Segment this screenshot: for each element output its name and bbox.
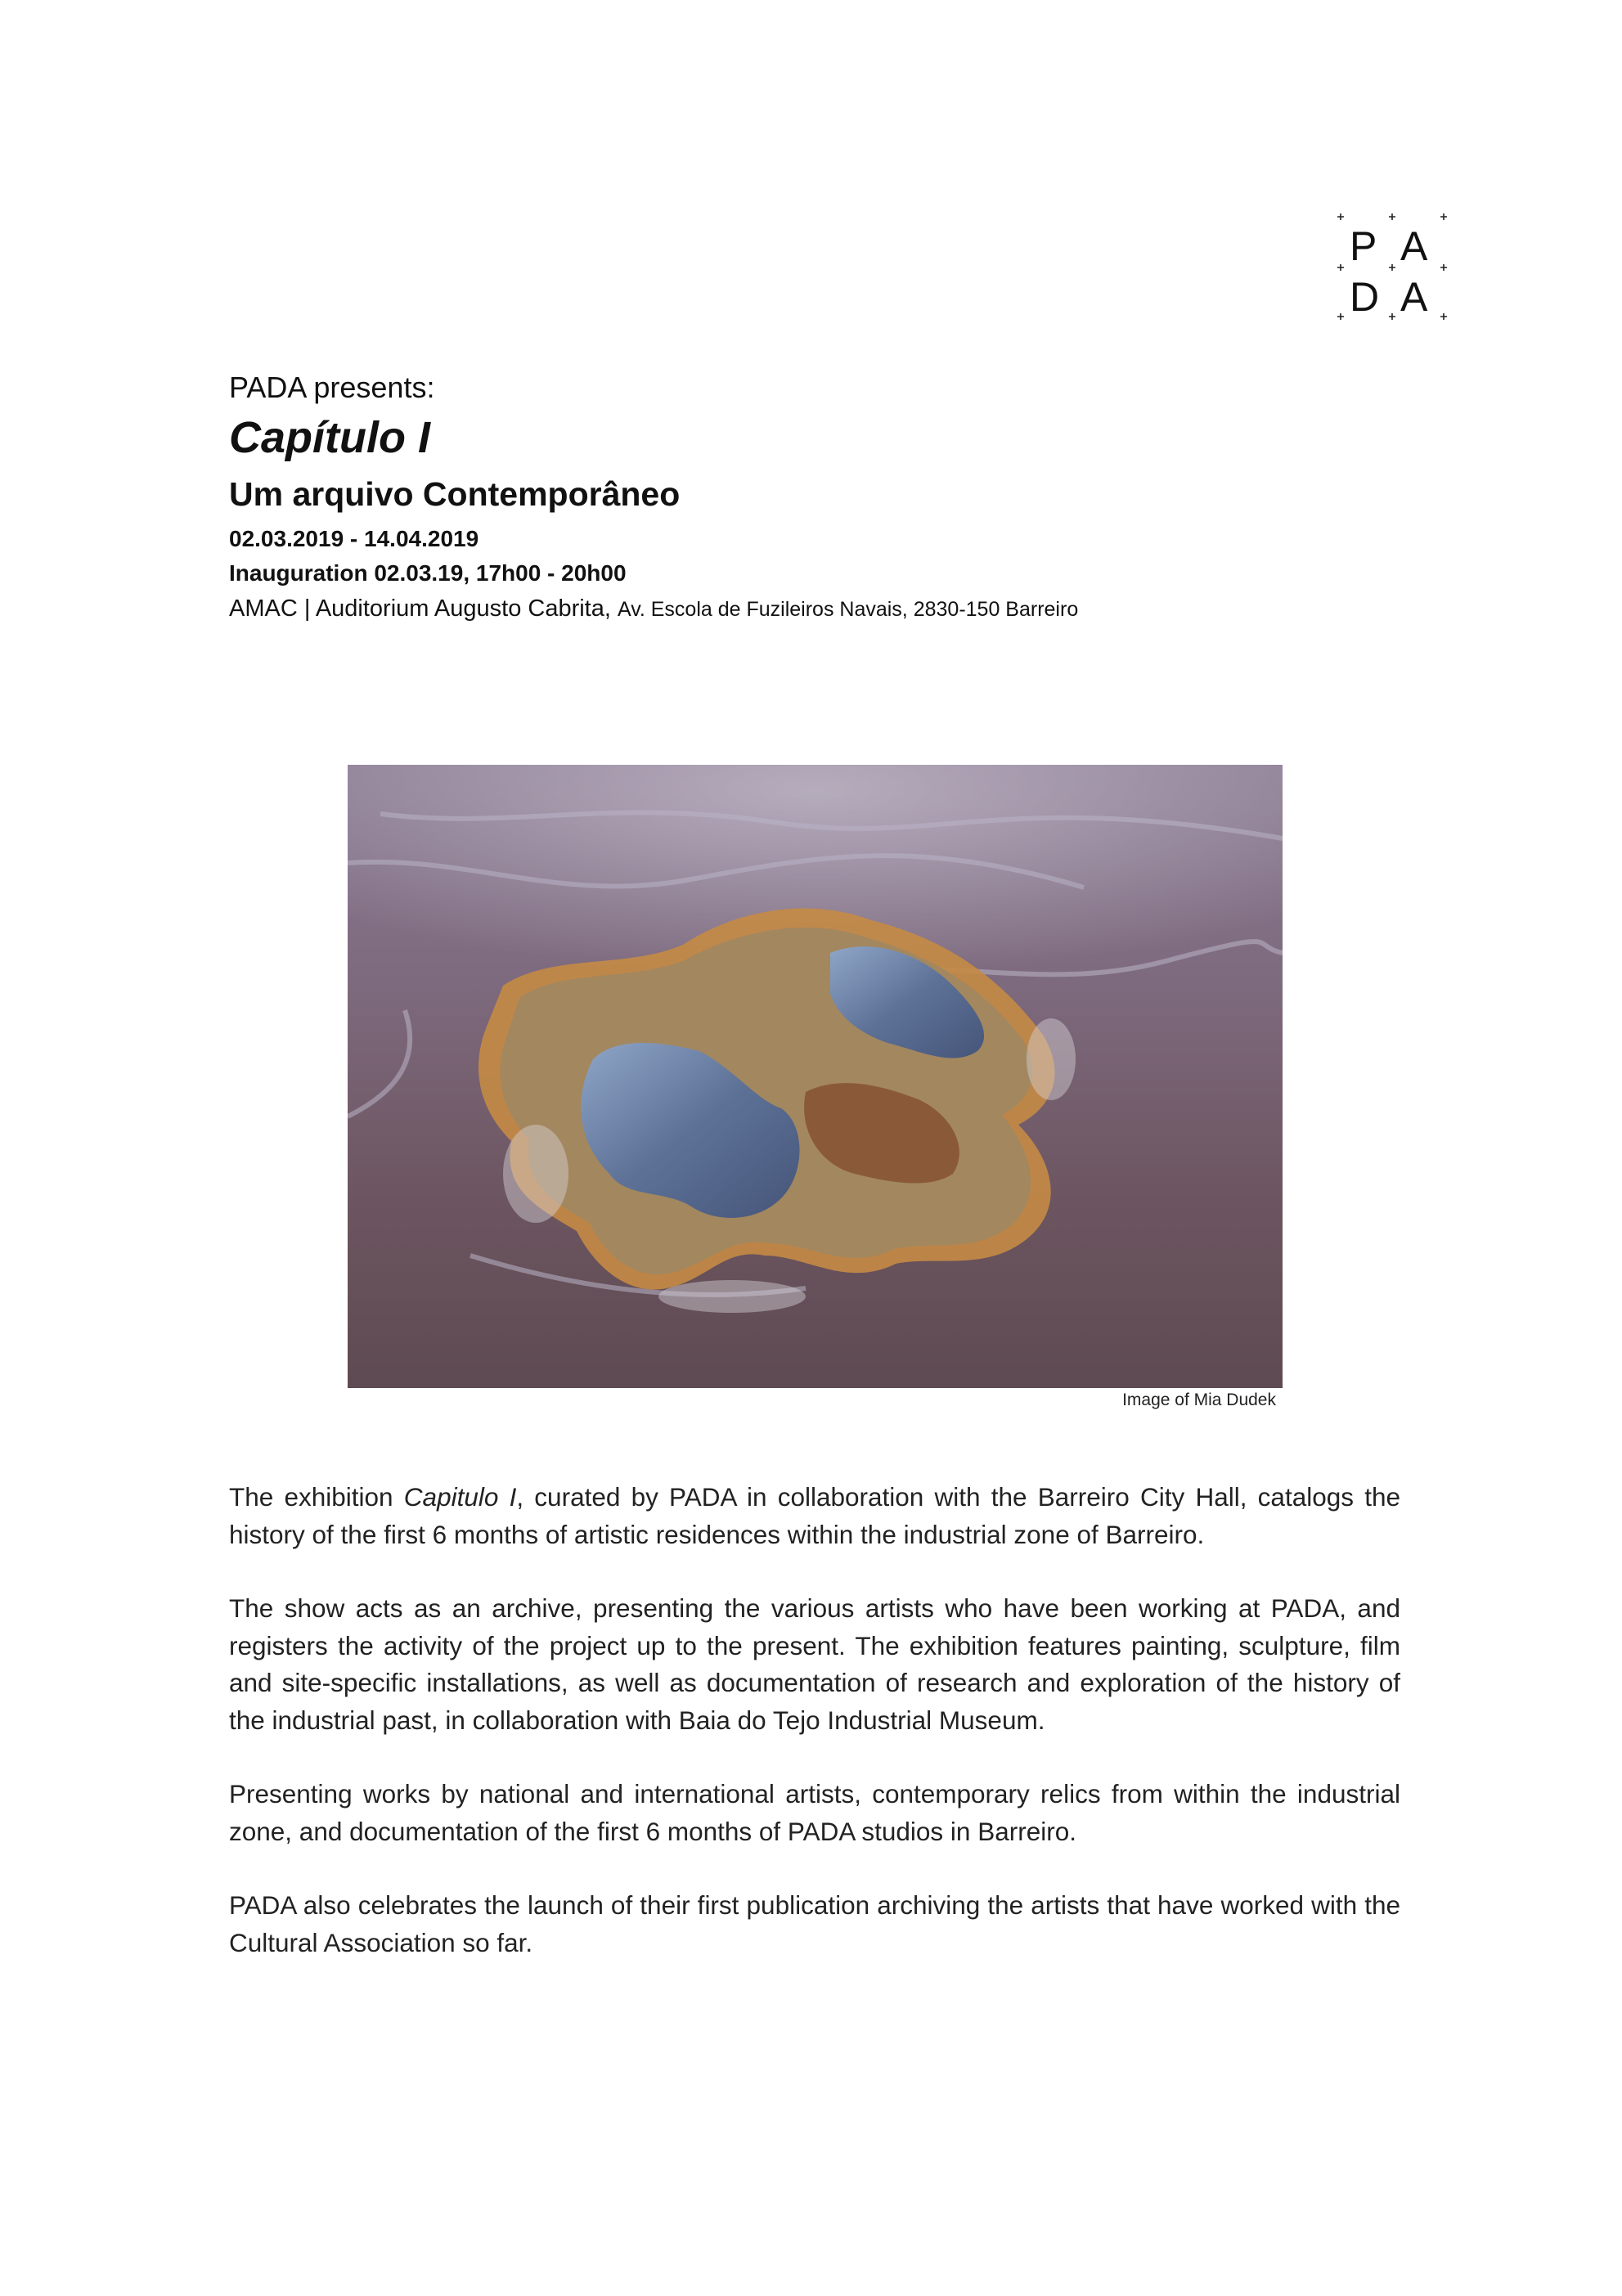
exhibition-photo	[348, 765, 1283, 1388]
presents-line: PADA presents:	[229, 371, 435, 404]
body-paragraph-3: Presenting works by national and international artists, contemporary relics from within the industrial zone, and documentation of the first 6 months of PADA studios in Barreiro.	[229, 1779, 1400, 1846]
pada-logo	[1333, 209, 1456, 323]
exhibition-title: Capítulo I	[229, 413, 430, 462]
photo-credit: Image of Mia Dudek	[1122, 1391, 1276, 1409]
landscape-image	[348, 765, 1283, 1388]
p1-text-end: , curated by PADA in collaboration with the Barreiro City Hall, catalogs the history of the first 6 months of artistic residences within the industrial zone of Barreiro.	[229, 1482, 1401, 1549]
venue-address: Av. Escola de Fuzileiros Navais, 2830-150 Barreiro	[617, 598, 1079, 621]
press-header	[229, 370, 1399, 626]
body-paragraph-4: PADA also celebrates the launch of their first publication archiving the artists that have worked with the Cultural Association so far.	[229, 1890, 1400, 1957]
logo-letter-a-bottom: A	[1400, 274, 1428, 320]
exhibition-dates: 02.03.2019 - 14.04.2019	[229, 526, 479, 551]
pada-logo-mark	[1333, 209, 1456, 323]
exhibition-subtitle: Um arquivo Contemporâneo	[229, 475, 681, 513]
logo-letter-a-top: A	[1400, 223, 1428, 269]
venue-line	[229, 592, 1399, 626]
body-paragraph-2: The show acts as an archive, presenting the various artists who have been working at PADA, and registers the activity of the project up to the present. The exhibition features painting, sculpture, film and site-specific installations, as well as documentation of research and exploration of the history of the industrial past, in collaboration with Baia do Tejo Industrial Museum.	[229, 1593, 1400, 1735]
press-body	[229, 1479, 1400, 1998]
venue-name: AMAC | Auditorium Augusto Cabrita,	[229, 595, 611, 622]
p1-text-start: The exhibition	[229, 1482, 404, 1512]
body-paragraph-1	[229, 1479, 1400, 1553]
logo-letter-p: P	[1350, 223, 1377, 269]
inauguration-line: Inauguration 02.03.19, 17h00 - 20h00	[229, 560, 627, 586]
logo-letter-d: D	[1350, 274, 1380, 320]
p1-italic-title: Capitulo I	[403, 1482, 517, 1512]
